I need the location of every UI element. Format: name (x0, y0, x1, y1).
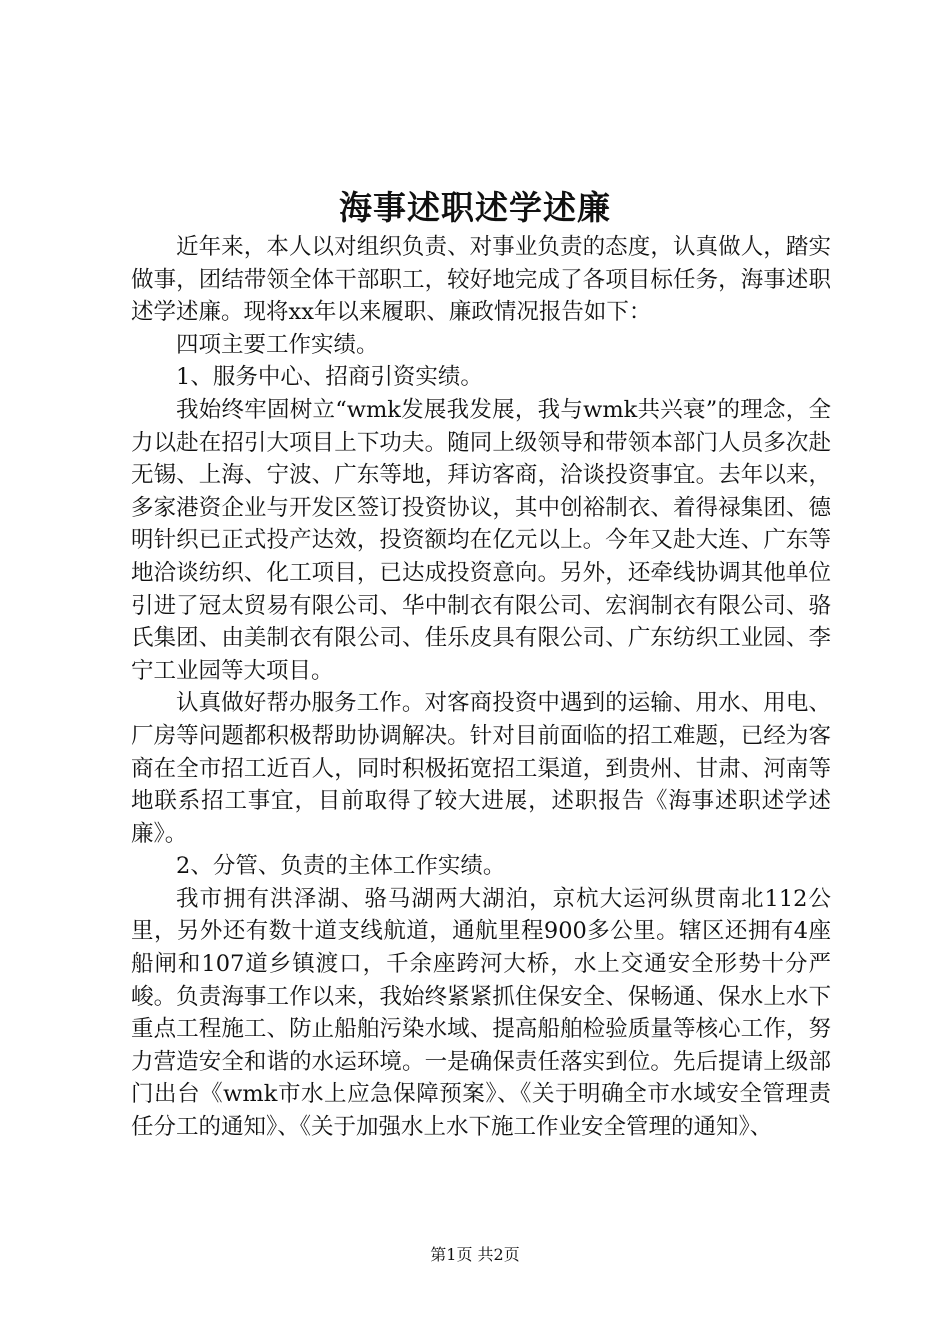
paragraph: 2、分管、负责的主体工作实绩。 (176, 853, 506, 880)
paragraph: 认真做好帮办服务工作。对客商投资中遇到的运输、用水、用电、厂房等问题都积极帮助协调解决。针对目前面临的招工难题，已经为客商在全市招工近百人，同时积极拓宽招工渠道，到贵州、甘肃、河南等地联系招工事宜，目前取得了较大进展，述职报告《海事述职述学述廉》。 (131, 690, 831, 847)
paragraph: 1、服务中心、招商引资实绩。 (176, 364, 483, 391)
page-footer: 第1页 共2页 (430, 1245, 520, 1264)
document-body (131, 231, 831, 1144)
paragraph: 我市拥有洪泽湖、骆马湖两大湖泊，京杭大运河纵贯南北112公里，另外还有数十道支线航道，通航里程900多公里。辖区还拥有4座船闸和107道乡镇渡口，千余座跨河大桥，水上交通安全形势十分严峻。负责海事工作以来，我始终紧紧抓住保安全、保畅通、保水上水下重点工程施工、防止船舶污染水域、提高船舶检验质量等核心工作，努力营造安全和谐的水运环境。一是确保责任落实到位。先后提请上级部门出台《wmk市水上应急保障预案》、《关于明确全市水域安全管理责任分工的通知》、《关于加强水上水下施工作业安全管理的通知》、 (131, 885, 831, 1141)
paragraph: 近年来，本人以对组织负责、对事业负责的态度，认真做人，踏实做事，团结带领全体干部职工，较好地完成了各项目标任务，海事述职述学述廉。现将xx年以来履职、廉政情况报告如下： (131, 234, 831, 326)
paragraph: 四项主要工作实绩。 (176, 331, 379, 358)
document-title: 海事述职述学述廉 (339, 188, 611, 227)
paragraph: 我始终牢固树立“wmk发展我发展，我与wmk共兴衰”的理念，全力以赴在招引大项目上下功夫。随同上级领导和带领本部门人员多次赴无锡、上海、宁波、广东等地，拜访客商，洽谈投资事宜。去年以来，多家港资企业与开发区签订投资协议，其中创裕制衣、着得禄集团、德明针织已正式投产达效，投资额均在亿元以上。今年又赴大连、广东等地洽谈纺织、化工项目，已达成投资意向。另外，还牵线协调其他单位引进了冠太贸易有限公司、华中制衣有限公司、宏润制衣有限公司、骆氏集团、由美制衣有限公司、佳乐皮具有限公司、广东纺织工业园、李宁工业园等大项目。 (131, 396, 831, 684)
